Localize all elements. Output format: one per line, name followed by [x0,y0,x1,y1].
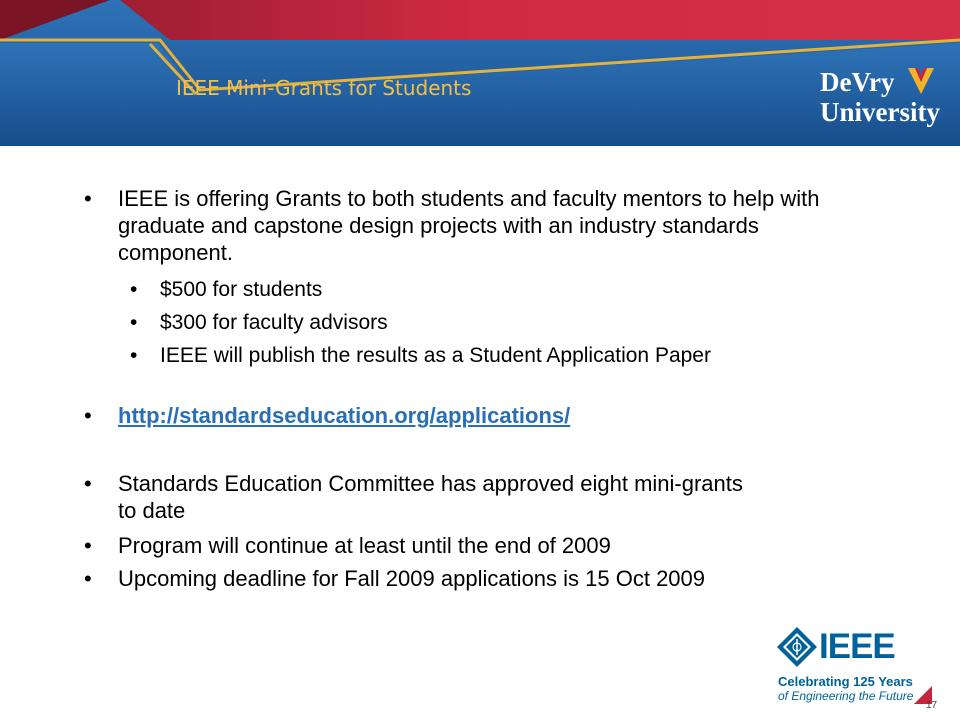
bullet-text: Standards Education Committee has approved eight mini-grants to date [118,471,743,523]
slide-title: IEEE Mini-Grants for Students [176,76,472,100]
sub-bullet-item [130,276,322,303]
bullet-dot-icon: • [84,471,92,496]
bullet-item [84,470,744,524]
ieee-wordmark: IEEE [819,627,895,666]
bullet-dot-icon: • [84,186,92,211]
bullet-item [84,532,864,559]
bullet-text: IEEE is offering Grants to both students and faculty mentors to help with graduate and capstone design projects with an industry standards component. [118,186,820,265]
devry-shield-icon [906,66,936,96]
bullet-text: $300 for faculty advisors [160,311,388,334]
sub-bullet-item [130,309,388,336]
bullet-item [84,565,884,592]
devry-logo-line2: University [820,97,940,127]
bullet-dot-icon: • [130,278,138,301]
sub-bullet-item [130,342,910,369]
page-number: 17 [926,700,938,711]
bullet-text: IEEE will publish the results as a Student Application Paper [160,344,711,367]
bullet-dot-icon: • [84,403,92,428]
bullet-dot-icon: • [84,566,92,591]
link-bullet-item [84,402,570,429]
bullet-text: $500 for students [160,278,323,301]
bullet-item [84,185,864,266]
ieee-logo [774,626,934,702]
slide-header [0,0,960,146]
bullet-text: Upcoming deadline for Fall 2009 applications is 15 Oct 2009 [118,566,706,591]
devry-university-logo [820,64,944,134]
bullet-dot-icon: • [84,533,92,558]
bullet-dot-icon: • [130,344,138,367]
ieee-diamond-icon [776,626,818,668]
header-banner-graphic [0,0,960,146]
bullet-dot-icon: • [130,311,138,334]
bullet-text: Program will continue at least until the end of 2009 [118,533,611,558]
devry-logo-line1: DeVry [820,67,895,97]
applications-link[interactable]: http://standardseducation.org/applications/ [118,403,571,428]
ieee-tagline: Celebrating 125 Years [778,674,913,689]
ieee-subtagline: of Engineering the Future [778,689,914,703]
